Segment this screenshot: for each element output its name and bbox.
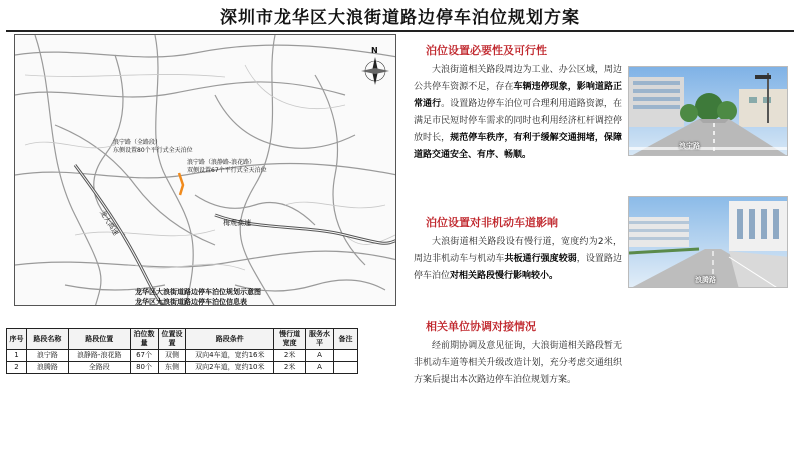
table-cell: A — [306, 350, 334, 362]
section-body-impact — [414, 234, 622, 285]
photo-label-langteng: 浪腾路 — [695, 276, 716, 284]
page-title: 深圳市龙华区大浪街道路边停车泊位规划方案 — [220, 7, 580, 28]
col-header: 备注 — [333, 329, 357, 350]
body-text-bold: 规范停车秩序，有利于缓解交通拥堵，保障道路交通安全、有序、畅顺。 — [414, 133, 622, 160]
table-cell: 双侧 — [158, 350, 186, 362]
photo-label-langning: 浪宁路 — [679, 142, 700, 150]
table-cell: A — [306, 362, 334, 374]
body-text-bold: 共板通行强度较弱 — [504, 254, 577, 264]
body-text: 大浪街道相关路段设有慢行道，宽度约为2米，周边非机动车与机动车 — [414, 237, 622, 264]
body-text: 大浪街道相关路段周边为工业、办公区域，周边公共停车资源不足，存在 — [414, 65, 622, 92]
road-label-meiguan: 梅观高速 — [223, 219, 251, 227]
annotation-line: 浪宁路（全路段） — [113, 139, 162, 146]
table-cell: 1 — [7, 350, 27, 362]
table-cell: 67个 — [130, 350, 158, 362]
road-label-longda: 龙大高速 — [98, 209, 120, 237]
body-text-bold: 对相关路段慢行影响较小。 — [450, 271, 559, 281]
table-caption: 龙华区大浪街道路边停车泊位信息表 — [135, 298, 247, 306]
section-body-coordination — [414, 338, 622, 389]
photo-langning-road — [628, 66, 788, 156]
street-photo-illustration — [629, 67, 788, 156]
col-header: 路段名称 — [26, 329, 68, 350]
table-row — [7, 362, 358, 374]
body-text: 。设置路边停车泊位可合理利用道路资源，在满足市民短时停车需求的同时也利用经济杠杆调控停放时长， — [414, 99, 622, 143]
col-header: 路段位置 — [68, 329, 130, 350]
table-cell: 2 — [7, 362, 27, 374]
table-cell — [333, 350, 357, 362]
compass-label: N — [371, 46, 378, 55]
body-text: 经前期协调及意见征询，大浪街道相关路段暂无非机动车道等相关升级改造计划，充分考虑交通组织方案后提出本次路边停车泊位规划方案。 — [414, 341, 622, 385]
col-header: 序号 — [7, 329, 27, 350]
col-header: 泊位数量 — [130, 329, 158, 350]
table-cell — [333, 362, 357, 374]
annotation-line: 双侧设置67个平行式全天泊位 — [187, 167, 267, 174]
title-bar — [0, 0, 800, 30]
body-text-bold: 车辆违停现象，影响道路正常通行 — [414, 82, 622, 109]
section-heading-necessity: 泊位设置必要性及可行性 — [426, 44, 547, 57]
table-cell: 浪腾路 — [26, 362, 68, 374]
body-text: ，设置路边停车泊位 — [414, 254, 622, 281]
table-cell: 浪静路-浪花路 — [68, 350, 130, 362]
parking-info-table — [6, 328, 358, 374]
photo-langteng-road — [628, 196, 788, 288]
table-cell: 浪宁路 — [26, 350, 68, 362]
annotation-line: 东侧设置80个平行式全天泊位 — [113, 147, 193, 154]
map-caption: 龙华区大浪街道路边停车泊位规划示意图 — [135, 288, 261, 296]
table-row — [7, 350, 358, 362]
section-heading-impact: 泊位设置对非机动车道影响 — [426, 216, 558, 229]
map-annotation-langning — [113, 139, 193, 155]
col-header: 路段条件 — [186, 329, 274, 350]
table-cell: 2米 — [274, 350, 306, 362]
title-rule — [6, 30, 794, 32]
table-cell: 2米 — [274, 362, 306, 374]
map-annotation-langjing — [187, 159, 267, 175]
annotation-line: 浪宁路（浪静路-浪花路） — [187, 159, 256, 166]
section-body-necessity — [414, 62, 622, 164]
table-header-row — [7, 329, 358, 350]
table-cell: 东侧 — [158, 362, 186, 374]
table-cell: 80个 — [130, 362, 158, 374]
section-heading-coordination: 相关单位协调对接情况 — [426, 320, 536, 333]
map-panel — [14, 34, 396, 306]
col-header: 慢行道宽度 — [274, 329, 306, 350]
table-cell: 双向2车道，宽约10米 — [186, 362, 274, 374]
col-header: 服务水平 — [306, 329, 334, 350]
col-header: 位置设置 — [158, 329, 186, 350]
table-cell: 全路段 — [68, 362, 130, 374]
table-cell: 双向4车道，宽约16米 — [186, 350, 274, 362]
